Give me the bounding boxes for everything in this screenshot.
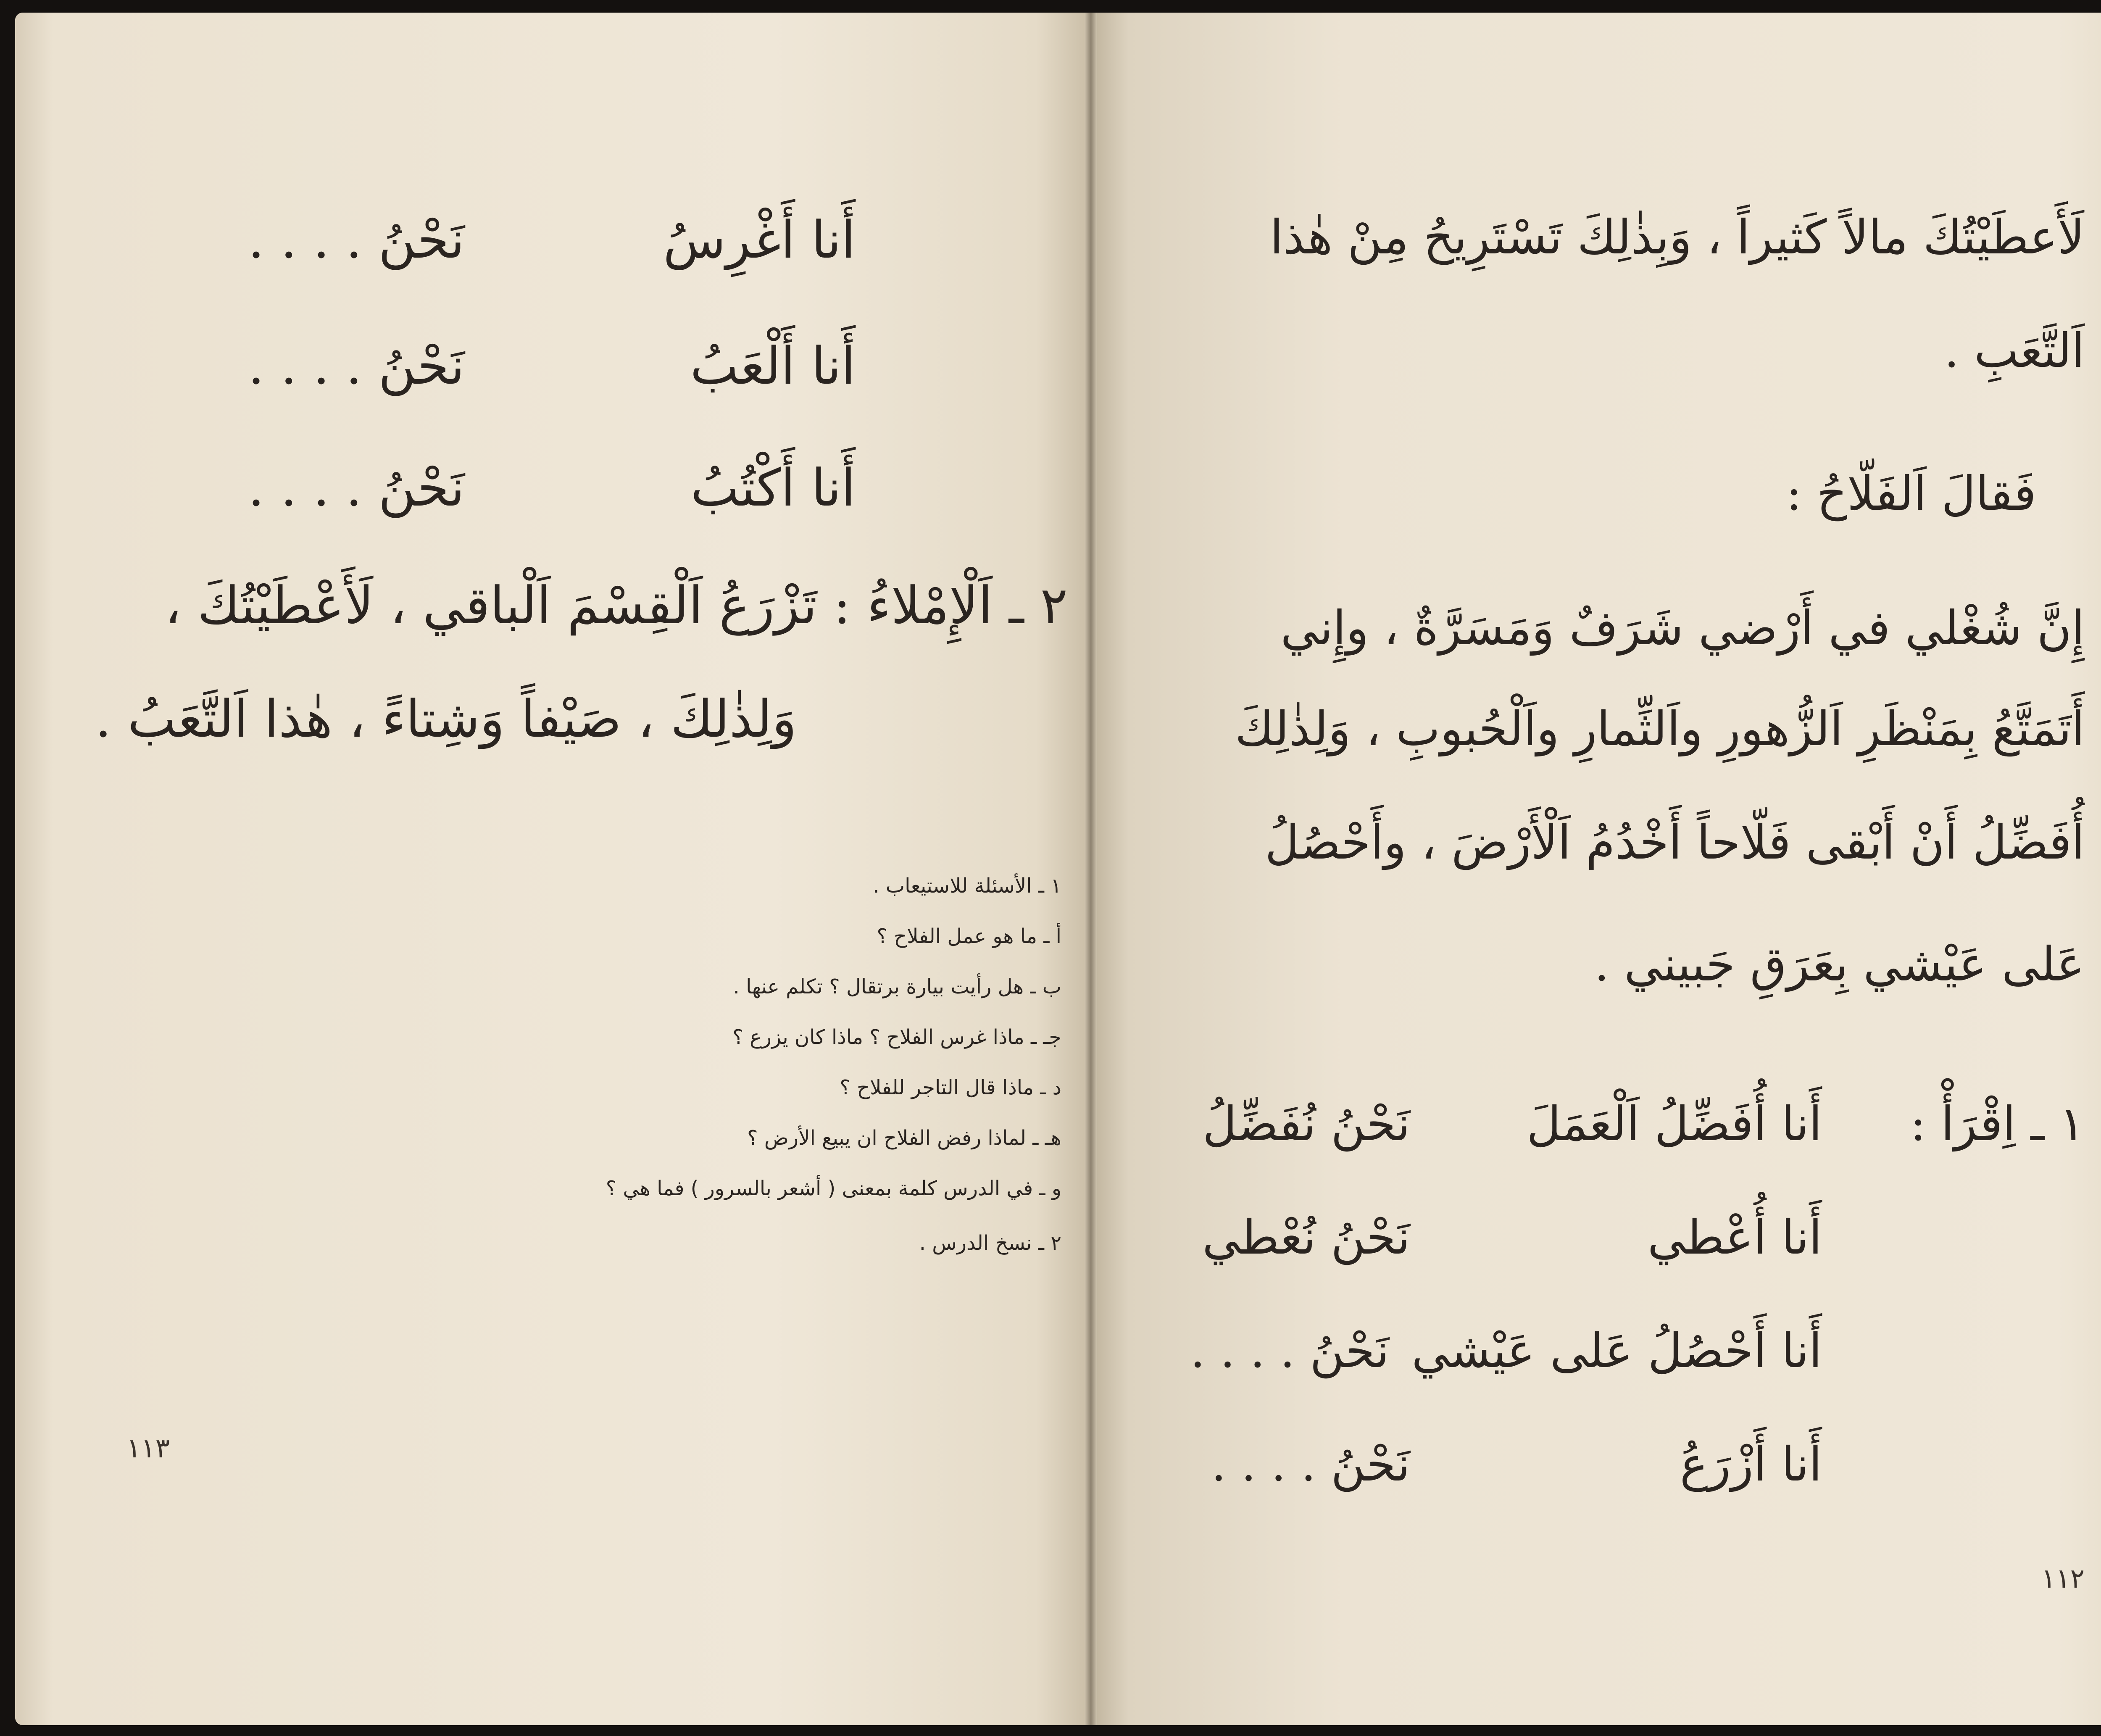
page-number: ١١٣ — [126, 1433, 170, 1464]
nahnu-phrase: نَحْنُ . . . . — [248, 210, 465, 270]
exercise-row — [1192, 1324, 1822, 1383]
exercise-label: ١ ـ اِقْرَأْ : — [1910, 1097, 2085, 1151]
paragraph-line: اَلتَّعَبِ . — [1944, 324, 2085, 378]
copy-task: ٢ ـ نسخ الدرس . — [919, 1231, 1061, 1255]
paragraph-line: إِنَّ شُغْلي في أَرْضي شَرَفٌ وَمَسَرَّةٌ ، وإِني — [1280, 601, 2085, 656]
left-page — [15, 13, 1091, 1725]
question-item: ب ـ هل رأيت بيارة برتقال ؟ تكلم عنها . — [733, 975, 1061, 998]
dialogue-intro: فَقالَ اَلفَلّاحُ : — [1786, 466, 2036, 521]
dictation-line: ٢ ـ اَلْإِمْلاءُ : تَزْرَعُ اَلْقِسْمَ اَلْباقي ، لَأَعْطَيْتُكَ ، — [165, 576, 1068, 635]
ana-phrase: أَنا أَزْرَعُ — [1680, 1437, 1822, 1492]
open-book-spread — [15, 13, 2101, 1725]
nahnu-phrase: نَحْنُ نُفَضِّلُ — [1202, 1097, 1410, 1151]
question-item: د ـ ماذا قال التاجر للفلاح ؟ — [840, 1076, 1061, 1099]
paragraph-line: لَأَعطَيْتُكَ مالاً كَثيراً ، وَبِذٰلِكَ تَسْتَرِيحُ مِنْ هٰذا — [1270, 210, 2085, 265]
ana-phrase: أَنا أَغْرِسُ — [663, 210, 856, 270]
page-number: ١١٢ — [2041, 1563, 2085, 1594]
right-page — [1091, 13, 2101, 1725]
ana-phrase: أَنا أُعْطي — [1647, 1210, 1822, 1265]
paragraph-line: عَلى عَيْشي بِعَرَقِ جَبيني . — [1594, 937, 2085, 992]
nahnu-phrase: نَحْنُ . . . . — [248, 336, 465, 396]
exercise-row — [183, 210, 856, 269]
exercise-row — [183, 458, 856, 517]
ana-phrase: أَنا أَحْصُلُ عَلى عَيْشي — [1411, 1324, 1822, 1378]
dictation-line: وَلِذٰلِكَ ، صَيْفاً وَشِتاءً ، هٰذا اَلتَّعَبُ . — [95, 689, 797, 749]
exercise-row — [1192, 1437, 1822, 1496]
book-gutter — [1085, 13, 1097, 1725]
paragraph-line: أَتَمَتَّعُ بِمَنْظَرِ اَلزُّهورِ واَلثِّمارِ واَلْحُبوبِ ، وَلِذٰلِكَ — [1235, 702, 2085, 756]
exercise-row — [1192, 1210, 1822, 1269]
question-item: أ ـ ما هو عمل الفلاح ؟ — [877, 925, 1061, 948]
ana-phrase: أَنا أُفَضِّلُ اَلْعَمَلَ — [1526, 1097, 1822, 1151]
question-item: و ـ في الدرس كلمة بمعنى ( أشعر بالسرور ) فما هي ؟ — [606, 1177, 1061, 1200]
ana-phrase: أَنا أَكْتُبُ — [690, 458, 856, 518]
nahnu-phrase: نَحْنُ . . . . — [248, 458, 465, 518]
question-item: هـ ـ لماذا رفض الفلاح ان يبيع الأرض ؟ — [747, 1126, 1061, 1150]
paragraph-line: أُفَضِّلُ أَنْ أَبْقى فَلّاحاً أَخْدُمُ اَلْأَرْضَ ، وأَحْصُلُ — [1265, 815, 2085, 870]
nahnu-phrase: نَحْنُ . . . . — [1190, 1324, 1389, 1378]
nahnu-phrase: نَحْنُ . . . . — [1211, 1437, 1410, 1492]
exercise-row — [1192, 1097, 1822, 1156]
exercise-row — [183, 336, 856, 395]
questions-title: ١ ـ الأسئلة للاستيعاب . — [873, 874, 1061, 898]
question-item: جـ ـ ماذا غرس الفلاح ؟ ماذا كان يزرع ؟ — [732, 1025, 1061, 1049]
nahnu-phrase: نَحْنُ نُعْطي — [1202, 1210, 1410, 1265]
ana-phrase: أَنا أَلْعَبُ — [690, 336, 856, 396]
